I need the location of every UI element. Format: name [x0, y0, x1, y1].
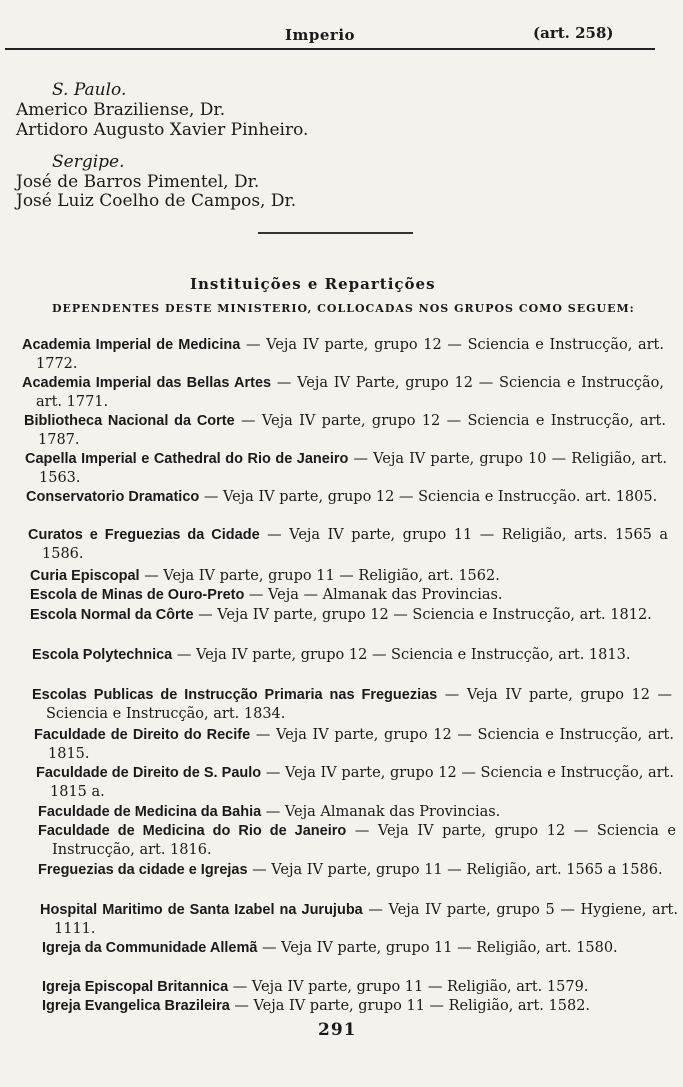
list-item: Igreja Episcopal Britannica — Veja IV parte, grupo 11 — Religião, art. 1579. [42, 979, 589, 995]
page-number: 291 [318, 1020, 357, 1040]
list-item: Igreja da Communidade Allemã — Veja IV parte, grupo 11 — Religião, art. 1580. [42, 940, 618, 956]
list-item: Freguezias da cidade e Igrejas — Veja IV parte, grupo 11 — Religião, art. 1565 a 1586. [38, 862, 663, 878]
list-item: Escolas Publicas de Instrucção Primaria nas Freguezias — Veja IV parte, grupo 12 — Sciencia e Instrucção, art. 1834. [32, 687, 672, 722]
list-item: Capella Imperial e Cathedral do Rio de Janeiro — Veja IV parte, grupo 10 — Religião, art. 1563. [25, 451, 667, 486]
list-item: Hospital Maritimo de Santa Izabel na Jurujuba — Veja IV parte, grupo 5 — Hygiene, art. 1111. [40, 902, 678, 937]
article-reference: (art. 258) [533, 24, 614, 42]
person-line: Artidoro Augusto Xavier Pinheiro. [16, 120, 309, 140]
institutions-subtitle: DEPENDENTES DESTE MINISTERIO, COLLOCADAS NOS GRUPOS COMO SEGUEM: [52, 302, 635, 315]
province-heading-sao-paulo: S. Paulo. [52, 80, 127, 100]
header-rule [5, 48, 655, 50]
list-item: Academia Imperial de Medicina — Veja IV parte, grupo 12 — Sciencia e Instrucção, art. 1772. [22, 337, 664, 372]
list-item: Faculdade de Direito de S. Paulo — Veja IV parte, grupo 12 — Sciencia e Instrucção, art. 1815 a. [36, 765, 674, 800]
list-item: Conservatorio Dramatico — Veja IV parte, grupo 12 — Sciencia e Instrucção. art. 1805. [26, 489, 658, 505]
list-item: Faculdade de Medicina da Bahia — Veja Almanak das Provincias. [38, 804, 501, 820]
person-line: José Luiz Coelho de Campos, Dr. [16, 191, 297, 211]
list-item: Curia Episcopal — Veja IV parte, grupo 11 — Religião, art. 1562. [30, 568, 500, 584]
list-item: Bibliotheca Nacional da Corte — Veja IV parte, grupo 12 — Sciencia e Instrucção, art. 1787. [24, 413, 666, 448]
list-item: Escola Polytechnica — Veja IV parte, grupo 12 — Sciencia e Instrucção, art. 1813. [32, 647, 631, 663]
institutions-title: Instituições e Repartições [190, 275, 436, 293]
list-item: Igreja Evangelica Brazileira — Veja IV parte, grupo 11 — Religião, art. 1582. [42, 998, 591, 1014]
list-item: Curatos e Freguezias da Cidade — Veja IV parte, grupo 11 — Religião, arts. 1565 a 1586. [28, 527, 669, 562]
list-item: Academia Imperial das Bellas Artes — Veja IV Parte, grupo 12 — Sciencia e Instrucção, art. 1771. [22, 375, 664, 410]
person-line: José de Barros Pimentel, Dr. [16, 172, 260, 192]
province-heading-sergipe: Sergipe. [52, 152, 125, 172]
running-header [0, 22, 683, 44]
list-item: Faculdade de Medicina do Rio de Janeiro — Veja IV parte, grupo 12 — Sciencia e Instrucção, art. 1816. [38, 823, 677, 858]
list-item: Escola de Minas de Ouro-Preto — Veja — Almanak das Provincias. [30, 587, 503, 603]
running-title: Imperio [285, 26, 356, 44]
section-divider [258, 232, 413, 234]
list-item: Escola Normal da Côrte — Veja IV parte, grupo 12 — Sciencia e Instrucção, art. 1812. [30, 607, 652, 623]
person-line: Americo Braziliense, Dr. [16, 100, 226, 120]
list-item: Faculdade de Direito do Recife — Veja IV parte, grupo 12 — Sciencia e Instrucção, art. 1815. [34, 727, 674, 762]
